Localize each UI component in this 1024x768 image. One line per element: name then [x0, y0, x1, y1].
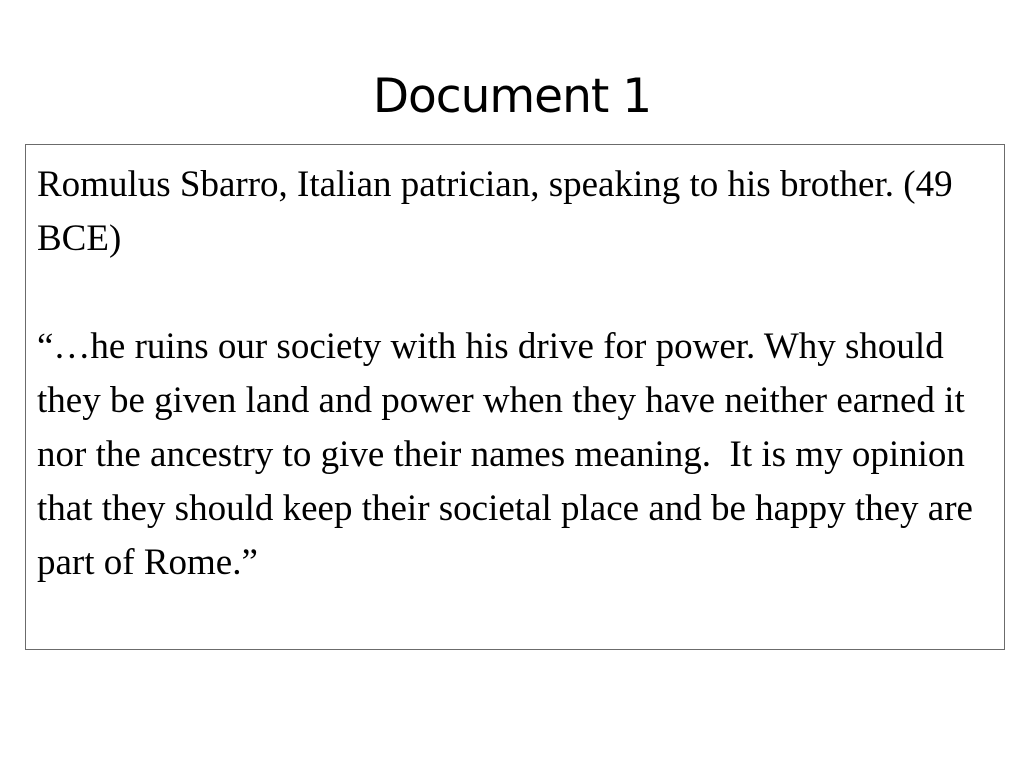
- paragraph-spacer: [37, 266, 994, 320]
- document-text-box: [25, 144, 1005, 650]
- slide-title: Document 1: [372, 69, 652, 124]
- source-attribution: Romulus Sbarro, Italian patrician, speaking to his brother. (49 BCE): [37, 164, 953, 259]
- document-quote: “…he ruins our society with his drive for power. Why should they be given land and power when they have neither earned it nor the ancestry to give their names meaning. It is my opinion that they should keep their societal place and be happy they are part of Rome.”: [37, 326, 983, 583]
